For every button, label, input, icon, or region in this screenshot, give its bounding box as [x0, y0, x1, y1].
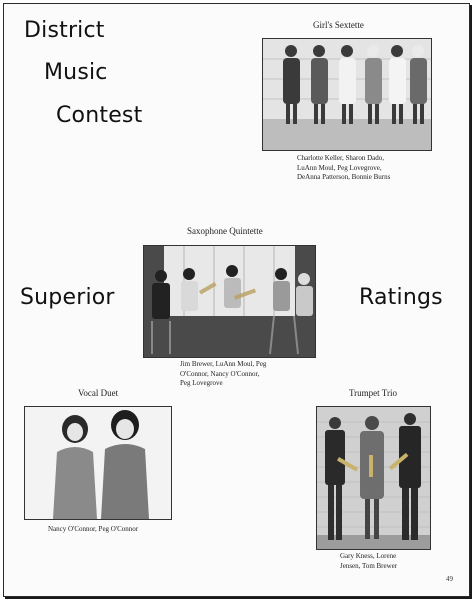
trumpet-trio-photo: [316, 406, 431, 550]
heading-district: District: [24, 18, 105, 43]
caption-line: DeAnna Patterson, Bonnie Burns: [297, 173, 391, 181]
sax-quintette-photo: [143, 245, 316, 358]
caption-line: Gary Kness, Lorene: [340, 552, 397, 560]
sax-quintette-title: Saxophone Quintette: [187, 226, 263, 236]
caption-line: Jim Brewer, LuAnn Moul, Peg: [180, 360, 267, 368]
trumpet-trio-caption: [340, 552, 397, 571]
heading-contest: Contest: [56, 103, 143, 128]
vocal-duet-caption: [48, 525, 138, 535]
caption-line: Jensen, Tom Brewer: [340, 561, 398, 570]
page-number: 49: [446, 575, 453, 583]
heading-superior: Superior: [20, 285, 115, 310]
caption-line: LuAnn Moul, Peg Lovegrove,: [297, 163, 382, 172]
girls-sextette-caption: [297, 154, 390, 183]
caption-line: O'Connor, Nancy O'Connor,: [180, 369, 260, 378]
yearbook-page: [3, 3, 470, 597]
caption-line: Peg Lovegrove: [180, 379, 223, 387]
girls-sextette-photo: [262, 38, 432, 151]
sax-quintette-caption: [180, 360, 266, 389]
caption-line: Charlotte Keller, Sharon Dado,: [297, 154, 385, 162]
vocal-duet-photo: [24, 406, 172, 520]
heading-music: Music: [44, 60, 108, 85]
heading-ratings: Ratings: [359, 285, 443, 310]
caption-line: Nancy O'Connor, Peg O'Connor: [48, 525, 139, 533]
vocal-duet-title: Vocal Duet: [78, 388, 119, 398]
trumpet-trio-title: Trumpet Trio: [349, 388, 397, 398]
girls-sextette-title: Girl's Sextette: [313, 20, 364, 30]
